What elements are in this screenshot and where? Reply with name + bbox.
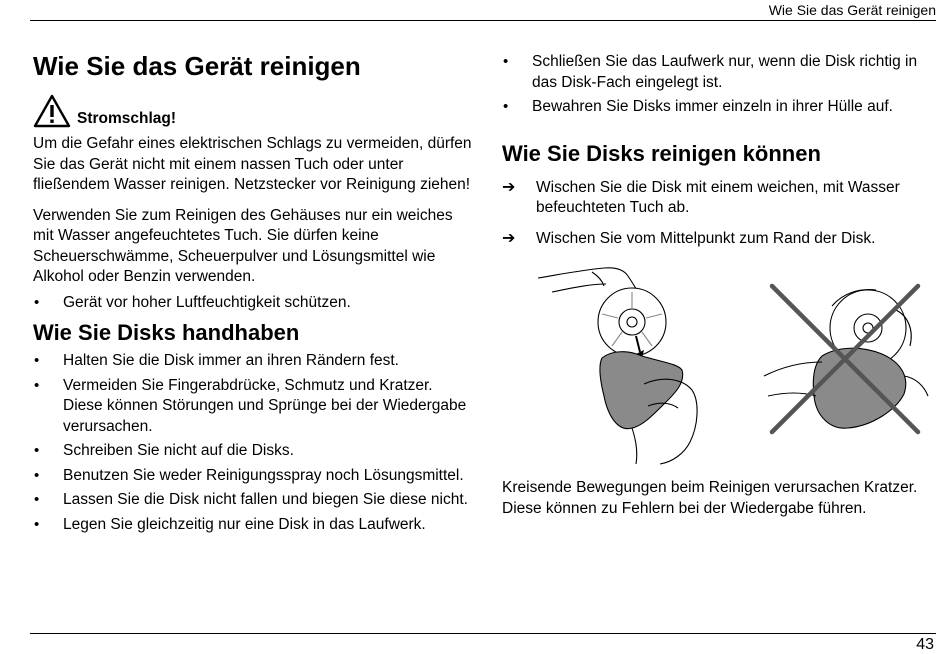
arrow-right-icon: ➔ xyxy=(502,229,516,247)
bullet-icon: • xyxy=(34,466,40,484)
list-item-text: Legen Sie gleichzeitig nur eine Disk in das Laufwerk. xyxy=(63,515,426,533)
section-title-handling: Wie Sie Disks handhaben xyxy=(33,320,300,345)
bullet-icon: • xyxy=(34,442,40,459)
section-title-disk-cleaning: Wie Sie Disks reinigen können xyxy=(502,140,821,166)
bullet-icon: • xyxy=(34,293,40,311)
drive-bullet-list xyxy=(502,52,937,118)
running-header: Wie Sie das Gerät reinigen xyxy=(768,2,936,18)
list-item-text: Wischen Sie vom Mittelpunkt zum Rand der Disk. xyxy=(536,229,876,247)
bullet-icon: • xyxy=(503,98,509,115)
list-item-text: Wischen Sie die Disk mit einem weichen, mit Wasser befeuchteten Tuch ab. xyxy=(536,178,900,216)
list-item xyxy=(33,376,473,438)
list-item xyxy=(33,351,473,372)
list-item-text: Gerät vor hoher Luftfeuchtigkeit schützen. xyxy=(63,293,351,311)
bullet-icon: • xyxy=(34,515,40,533)
list-item xyxy=(502,229,937,250)
paragraph-electric-shock: Um die Gefahr eines elektrischen Schlags zu vermeiden, dürfen Sie das Gerät nicht mit einem nassen Tuch oder unter fließendem Wasser reinigen. Netzstecker vor Reinigung ziehen! xyxy=(33,135,472,193)
warning-block xyxy=(33,94,473,128)
list-item-text: Bewahren Sie Disks immer einzeln in ihrer Hülle auf. xyxy=(532,98,893,115)
header-rule xyxy=(30,20,936,21)
bullet-icon: • xyxy=(503,53,509,70)
list-item xyxy=(33,515,473,536)
list-item-text: Lassen Sie die Disk nicht fallen und biegen Sie diese nicht. xyxy=(63,491,468,508)
left-column xyxy=(33,50,473,539)
paragraph-housing-cleaning: Verwenden Sie zum Reinigen des Gehäuses nur ein weiches mit Wasser angefeuchtetes Tuch. Sie dürfen keine Scheuerschwämme, Scheuerpulver und Lösungsmittel wie Alkohol oder Benzin verwenden. xyxy=(33,206,453,285)
list-item xyxy=(33,441,473,462)
handling-bullet-list xyxy=(33,351,473,535)
section-title-cleaning-device: Wie Sie das Gerät reinigen xyxy=(33,51,361,81)
care-bullet-list xyxy=(33,293,473,314)
bullet-icon: • xyxy=(34,376,40,394)
list-item-text: Benutzen Sie weder Reinigungsspray noch Lösungsmittel. xyxy=(63,466,464,484)
bullet-icon: • xyxy=(34,352,40,369)
arrow-right-icon: ➔ xyxy=(502,178,516,196)
footer-rule xyxy=(30,633,936,634)
correct-method-drawing xyxy=(538,268,697,464)
list-item xyxy=(502,178,937,219)
list-item-text: Schreiben Sie nicht auf die Disks. xyxy=(63,442,294,459)
cleaning-steps-list xyxy=(502,178,937,250)
list-item-text: Schließen Sie das Laufwerk nur, wenn die Disk richtig in das Disk-Fach eingelegt ist. xyxy=(532,53,918,91)
list-item-text: Halten Sie die Disk immer an ihren Rändern fest. xyxy=(63,352,399,369)
right-column xyxy=(502,50,937,259)
warning-triangle-icon xyxy=(33,94,71,128)
illustration-caption: Kreisende Bewegungen beim Reinigen verursachen Kratzer. Diese können zu Fehlern bei der Wiedergabe führen. xyxy=(502,479,918,517)
list-item xyxy=(502,52,937,93)
list-item xyxy=(33,293,473,314)
warning-label: Stromschlag! xyxy=(77,110,177,127)
page-number: 43 xyxy=(916,636,934,653)
list-item xyxy=(33,490,473,511)
list-item xyxy=(502,97,937,118)
bullet-icon: • xyxy=(34,491,40,508)
disk-cleaning-illustration xyxy=(532,266,932,466)
list-item-text: Vermeiden Sie Fingerabdrücke, Schmutz und Kratzer. Diese können Störungen und Sprünge bei der Wiedergabe verursachen. xyxy=(63,376,467,435)
list-item xyxy=(33,466,473,487)
